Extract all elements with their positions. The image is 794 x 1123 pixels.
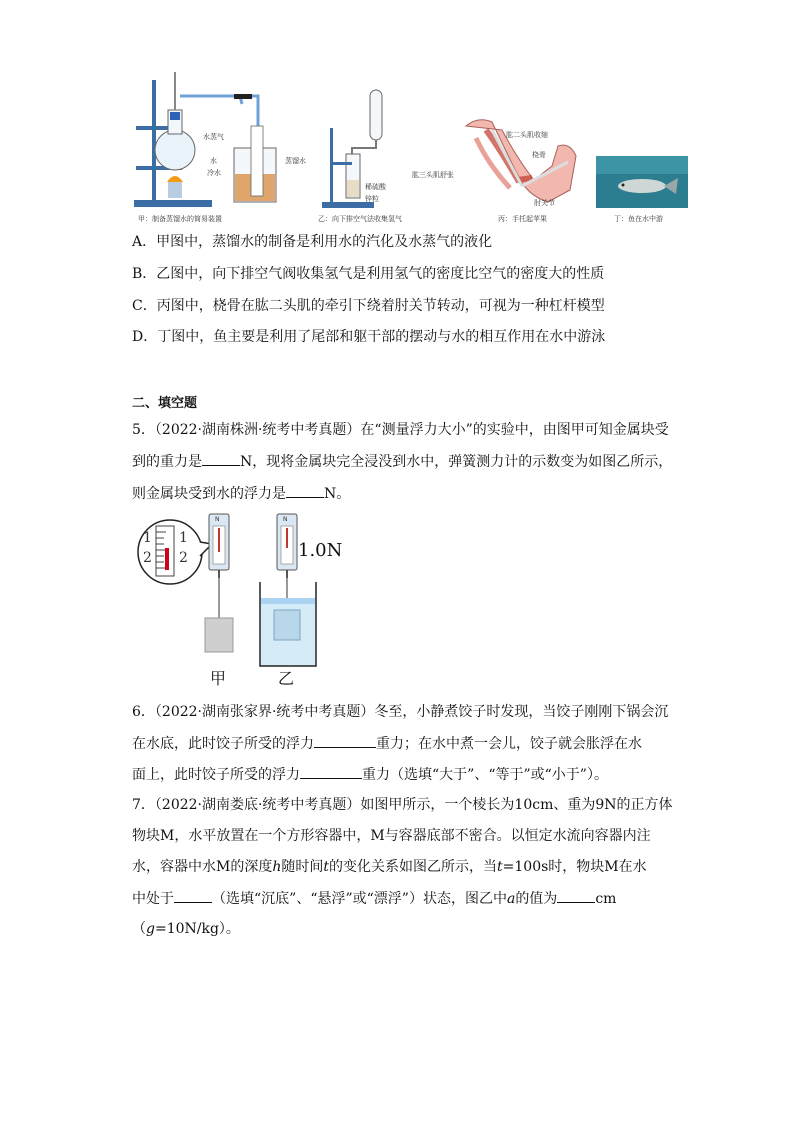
q7-line-3a: 水，容器中水M的深度 (132, 859, 273, 875)
q7-line-3b: 随时间 (281, 859, 324, 875)
figure-ding-fish-photo (596, 156, 688, 208)
q7-var-a: a (506, 891, 516, 907)
figure-ding-caption: 丁：鱼在水中游 (614, 215, 663, 223)
q5-line-2a: 到的重力是 (132, 454, 202, 470)
figure-jia-caption: 甲：制备蒸馏水的简易装置 (138, 215, 222, 223)
q7-var-t: t (323, 859, 330, 875)
figure-jia-label-1: 水 (210, 157, 217, 165)
q5-blank-2[interactable] (286, 483, 324, 498)
figure-bing-label-3: 肘关节 (534, 199, 555, 207)
q7-line-4b: （选填“沉底”、“悬浮”或“漂浮”）状态，图乙中 (212, 891, 507, 907)
q5-scale-right-1: 1 (179, 530, 188, 546)
section-title: 二、填空题 (132, 396, 198, 411)
q6-line-2a: 在水底，此时饺子所受的浮力 (132, 736, 314, 752)
q6-line-1: 6．（2022·湖南张家界·统考中考真题）冬至，小静煮饺子时发现，当饺子刚刚下锅会沉 (132, 704, 669, 720)
figure-jia-label-2: 冷水 (207, 169, 221, 177)
figure-yi-label-1: 锌粒 (365, 195, 379, 203)
q7-line-4d: cm (595, 891, 617, 907)
figure-jia-label-0: 水蒸气 (203, 133, 224, 141)
q6-blank-1[interactable] (314, 733, 376, 748)
option-c: C．丙图中，桡骨在肱二头肌的牵引下绕着肘关节转动，可视为一种杠杆模型 (132, 298, 605, 314)
option-d: D．丁图中，鱼主要是利用了尾部和躯干部的摆动与水的相互作用在水中游泳 (132, 329, 606, 345)
q5-scale-left-1: 1 (143, 530, 152, 546)
q5-gauge-label-yi: N (283, 516, 288, 523)
q5-blank-1[interactable] (202, 451, 240, 466)
q7-blank-2[interactable] (557, 888, 595, 903)
figure-bing-caption: 丙：手托起苹果 (498, 215, 547, 223)
figure-jia-label-3: 蒸馏水 (285, 157, 306, 165)
q5-scale-left-2: 2 (143, 550, 152, 566)
q7-line-4a: 中处于 (132, 891, 174, 907)
q6-line-2b: 重力；在水中煮一会儿，饺子就会胀浮在水 (376, 736, 642, 752)
q7-blank-1[interactable] (174, 888, 212, 903)
q7-line-5b: =10N/kg）。 (154, 921, 240, 937)
q7-var-h: h (272, 859, 282, 875)
q5-reading: 1.0N (298, 540, 343, 561)
option-a: A．甲图中，蒸馏水的制备是利用水的汽化及水蒸气的液化 (132, 234, 493, 250)
q7-line-3d: =100s时，物块M在水 (502, 859, 647, 875)
q5-figure (132, 512, 352, 688)
q7-line-3 (132, 857, 647, 877)
q5-line-3 (132, 483, 350, 504)
q5-scale-right-2: 2 (179, 550, 188, 566)
q5-label-yi: 乙 (278, 669, 295, 688)
figure-yi-label-0: 稀硫酸 (365, 183, 386, 191)
q5-line-2b: N，现将金属块完全浸没到水中，弹簧测力计的示数变为如图乙所示， (240, 454, 673, 470)
q6-line-3b: 重力（选填“大于”、“等于”或“小于”）。 (362, 767, 608, 783)
figure-bing-label-2: 肱三头肌舒张 (412, 171, 454, 179)
q6-line-3a: 面上，此时饺子所受的浮力 (132, 767, 300, 783)
q7-line-5 (132, 919, 240, 939)
figure-yi-caption: 乙：向下排空气法收集氢气 (318, 215, 402, 223)
q5-line-1: 5．（2022·湖南株洲·统考中考真题）在“测量浮力大小”的实验中，由图甲可知金属块受 (132, 422, 669, 438)
q7-line-5a: （ (132, 921, 146, 937)
q5-line-3a: 则金属块受到水的浮力是 (132, 486, 286, 502)
q5-gauge-label-jia: N (215, 516, 220, 523)
q6-blank-2[interactable] (300, 764, 362, 779)
figure-bing-label-0: 肱二头肌收缩 (506, 131, 548, 139)
figure-bing-label-1: 桡骨 (532, 151, 546, 159)
q7-line-1: 7．（2022·湖南娄底·统考中考真题）如图甲所示，一个棱长为10cm、重为9N的正方体 (132, 797, 673, 813)
q7-line-4 (132, 888, 616, 909)
q7-line-3c: 的变化关系如图乙所示，当 (329, 859, 498, 875)
q5-label-jia: 甲 (210, 669, 227, 688)
q7-line-4c: 的值为 (515, 891, 558, 907)
q6-line-2 (132, 733, 642, 754)
q7-line-2: 物块M，水平放置在一个方形容器中，M与容器底部不密合。以恒定水流向容器内注 (132, 828, 651, 844)
q6-line-3 (132, 764, 608, 785)
q7-var-g: g (146, 921, 155, 937)
q5-line-2 (132, 451, 672, 472)
q5-line-3b: N。 (324, 486, 351, 502)
q7-var-t2: t (497, 859, 503, 875)
option-b: B．乙图中，向下排空气阀收集氢气是利用氢气的密度比空气的密度大的性质 (132, 266, 605, 282)
